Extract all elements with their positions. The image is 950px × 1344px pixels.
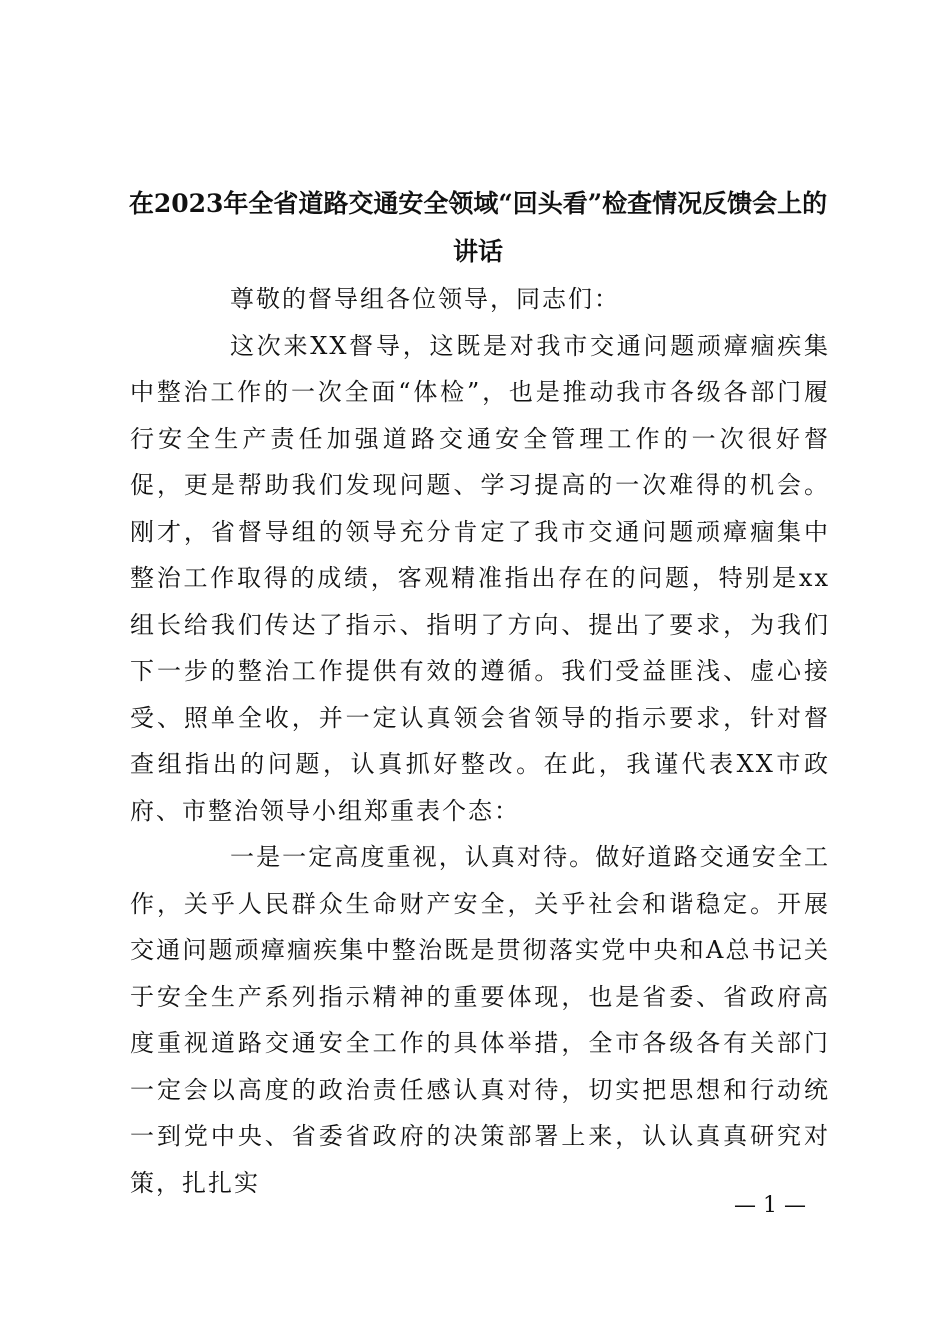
paragraph-1: 这次来XX督导，这既是对我市交通问题顽瘴痼疾集中整治工作的一次全面“体检”，也是推动我市各级各部门履行安全生产责任加强道路交通安全管理工作的一次很好督促，更是帮助我们发现问题、学习提高的一次难得的机会。刚才，省督导组的领导充分肯定了我市交通问题顽瘴痼集中整治工作取得的成绩，客观精准指出存在的问题，特别是xx组长给我们传达了指示、指明了方向、提出了要求，为我们下一步的整治工作提供有效的遵循。我们受益匪浅、虚心接受、照单全收，并一定认真领会省领导的指示要求，针对督查组指出的问题，认真抓好整改。在此，我谨代表XX市政府、市整治领导小组郑重表个态：: [130, 331, 830, 825]
page-title: [118, 180, 838, 276]
title-line-2: 讲话: [452, 237, 503, 266]
title-line-1: 在2023年全省道路交通安全领域“回头看”检查情况反馈会上的: [128, 189, 828, 218]
paragraph-2: 一是一定高度重视，认真对待。做好道路交通安全工作，关乎人民群众生命财产安全，关乎社会和谐稳定。开展交通问题顽瘴痼疾集中整治既是贯彻落实党中央和A总书记关于安全生产系列指示精神的重要体现，也是省委、省政府高度重视道路交通安全工作的具体举措，全市各级各有关部门一定会以高度的政治责任感认真对待，切实把思想和行动统一到党中央、省委省政府的决策部署上来，认认真真研究对策，扎扎实: [130, 843, 830, 1197]
body-text: [130, 276, 830, 1206]
page-number: — 1 —: [734, 1193, 806, 1218]
salutation: 尊敬的督导组各位领导，同志们：: [230, 285, 620, 313]
